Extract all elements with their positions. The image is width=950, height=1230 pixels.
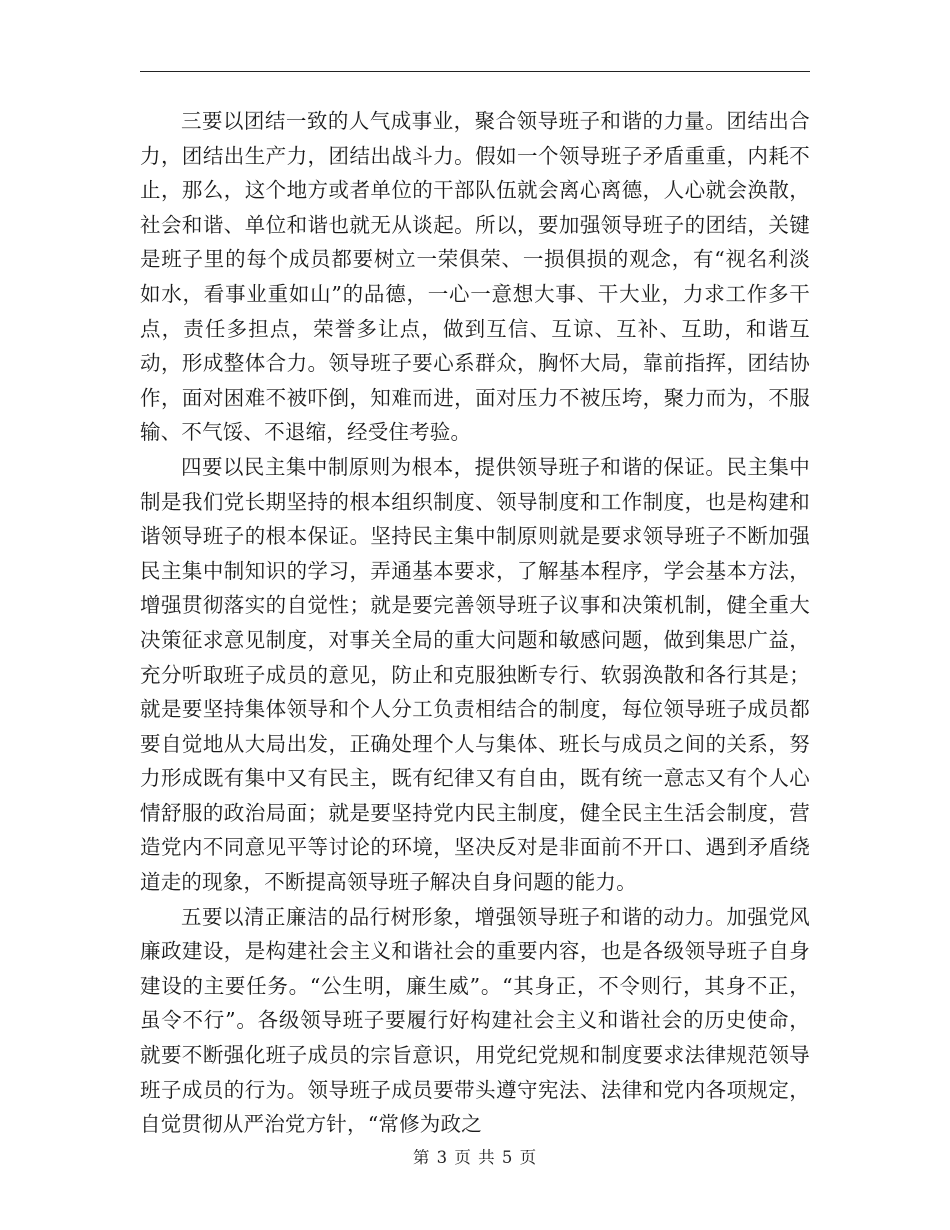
paragraph-2: 四要以民主集中制原则为根本，提供领导班子和谐的保证。民主集中制是我们党长期坚持的根本组织制度、领导制度和工作制度，也是构建和谐领导班子的根本保证。坚持民主集中制原则就是要求领导班子不断加强民主集中制知识的学习，弄通基本要求，了解基本程序，学会基本方法，增强贯彻落实的自觉性；就是要完善领导班子议事和决策机制，健全重大决策征求意见制度，对事关全局的重大问题和敏感问题，做到集思广益，充分听取班子成员的意见，防止和克服独断专行、软弱涣散和各行其是；就是要坚持集体领导和个人分工负责相结合的制度，每位领导班子成员都要自觉地从大局出发，正确处理个人与集体、班长与成员之间的关系，努力形成既有集中又有民主，既有纪律又有自由，既有统一意志又有个人心情舒服的政治局面；就是要坚持党内民主制度，健全民主生活会制度，营造党内不同意见平等讨论的环境，坚决反对是非面前不开口、遇到矛盾绕道走的现象，不断提高领导班子解决自身问题的能力。 [140,454,810,895]
page-number: 第 3 页 共 5 页 [412,1148,538,1167]
paragraph-1: 三要以团结一致的人气成事业，聚合领导班子和谐的力量。团结出合力，团结出生产力，团结出战斗力。假如一个领导班子矛盾重重，内耗不止，那么，这个地方或者单位的干部队伍就会离心离德，人心就会涣散，社会和谐、单位和谐也就无从谈起。所以，要加强领导班子的团结，关键是班子里的每个成员都要树立一荣俱荣、一损俱损的观念，有“视名利淡如水，看事业重如山”的品德，一心一意想大事、干大业，力求工作多干点，责任多担点，荣誉多让点，做到互信、互谅、互补、互助，和谐互动，形成整体合力。领导班子要心系群众，胸怀大局，靠前指挥，团结协作，面对困难不被吓倒，知难而进，面对压力不被压垮，聚力而为，不服输、不气馁、不退缩，经受住考验。 [140,109,810,445]
header-rule [140,71,810,72]
paragraph-3: 五要以清正廉洁的品行树形象，增强领导班子和谐的动力。加强党风廉政建设，是构建社会主义和谐社会的重要内容，也是各级领导班子自身建设的主要任务。“公生明，廉生威”。“其身正，不令则行，其身不正，虽令不行”。各级领导班子要履行好构建社会主义和谐社会的历史使命，就要不断强化班子成员的宗旨意识，用党纪党规和制度要求法律规范领导班子成员的行为。领导班子成员要带头遵守宪法、法律和党内各项规定，自觉贯彻从严治党方针，“常修为政之 [140,904,810,1137]
document-body [140,104,810,1142]
